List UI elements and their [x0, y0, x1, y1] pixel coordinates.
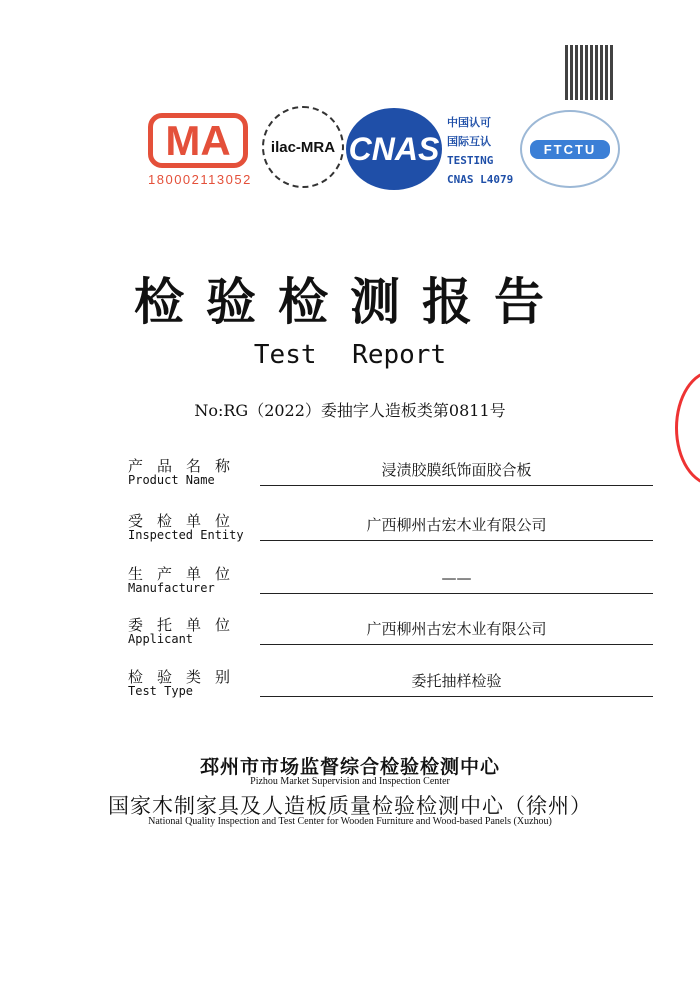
- field-label-en: Product Name: [128, 473, 215, 487]
- cnas-text: CNAS: [348, 130, 440, 167]
- cma-number: 180002113052: [148, 172, 252, 187]
- org1-name-en: Pizhou Market Supervision and Inspection Center: [250, 776, 450, 787]
- field-value: 委托抽样检验: [260, 666, 653, 697]
- field-label-cn: 受检单位: [128, 512, 245, 530]
- field-label-cn: 委托单位: [128, 616, 245, 634]
- cnas-line: CNAS L4079: [447, 173, 514, 186]
- page-subtitle: Test Report: [253, 340, 447, 370]
- field-applicant: [128, 614, 653, 654]
- cnas-line: TESTING: [447, 154, 494, 167]
- field-label-en: Test Type: [128, 684, 194, 698]
- page-title: 检验检测报告: [134, 272, 566, 331]
- field-manufacturer: [128, 563, 653, 603]
- cnas-line: 国际互认: [447, 135, 491, 148]
- field-product-name: [128, 455, 653, 495]
- report-number: No:RG（2022）委抽字人造板类第0811号: [194, 401, 506, 420]
- field-label-cn: 检验类别: [128, 668, 245, 686]
- org2-name-cn: 国家木制家具及人造板质量检验检测中心（徐州）: [108, 794, 592, 818]
- cnas-logo: [346, 108, 442, 190]
- ilac-text: ilac-MRA: [270, 138, 336, 156]
- org1-name-cn: 邳州市市场监督综合检验检测中心: [199, 756, 500, 778]
- cnas-line: 中国认可: [447, 116, 491, 129]
- field-label-en: Applicant: [128, 632, 194, 646]
- field-label-cn: 产品名称: [128, 457, 245, 475]
- field-test-type: [128, 666, 653, 706]
- org2-name-en: National Quality Inspection and Test Center for Wooden Furniture and Wood-based Panels (Xuzhou): [148, 816, 552, 827]
- ilac-logo: [262, 106, 344, 188]
- field-label-en: Manufacturer: [128, 581, 215, 595]
- red-seal-stamp: [675, 370, 700, 486]
- field-value: 浸渍胶膜纸饰面胶合板: [260, 455, 653, 486]
- qr-code: [565, 45, 615, 100]
- ftctu-logo: [520, 110, 620, 188]
- field-inspected-entity: [128, 510, 653, 550]
- cnas-accreditation-text: [447, 113, 513, 189]
- field-label-en: Inspected Entity: [128, 528, 244, 542]
- field-value: 广西柳州古宏木业有限公司: [260, 510, 653, 541]
- field-label-cn: 生产单位: [128, 565, 245, 583]
- ftctu-text: FTCTU: [530, 140, 611, 159]
- field-value: ——: [260, 563, 653, 594]
- cma-logo: MA: [148, 113, 248, 168]
- field-value: 广西柳州古宏木业有限公司: [260, 614, 653, 645]
